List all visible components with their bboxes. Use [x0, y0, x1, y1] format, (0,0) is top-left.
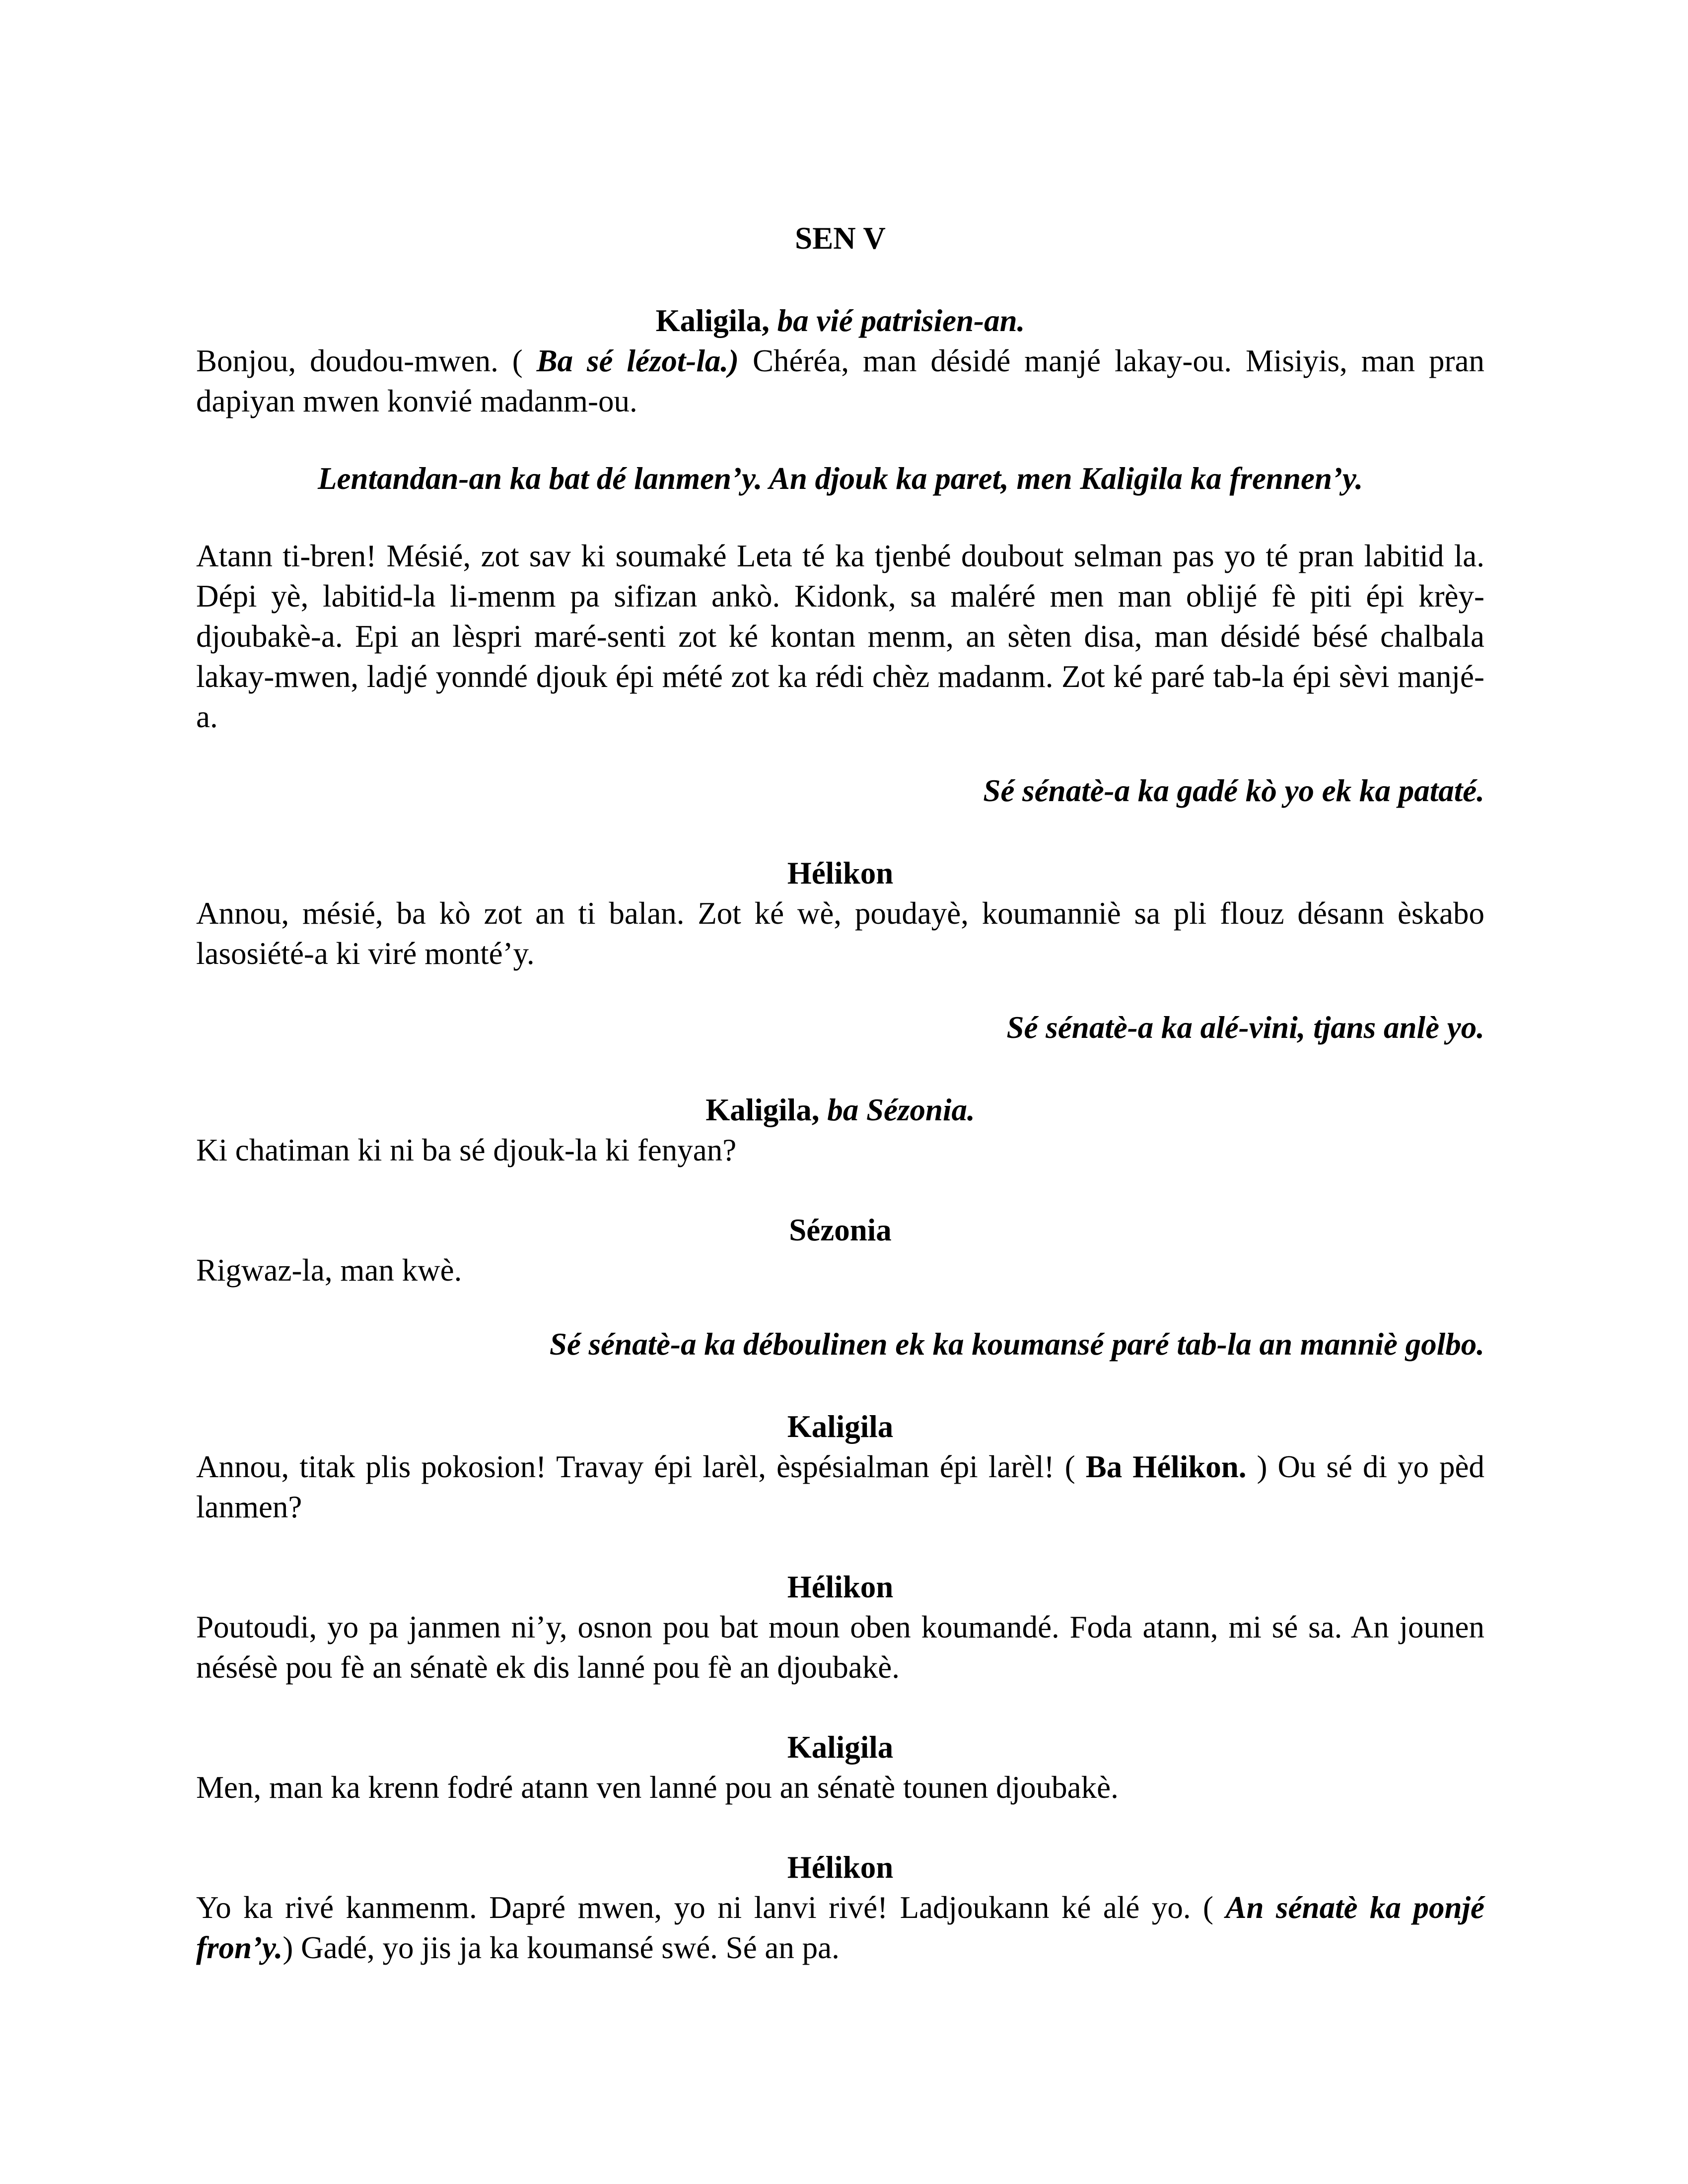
speaker-name: Hélikon: [787, 856, 894, 890]
stage-direction: Sé sénatè-a ka déboulinen ek ka koumansé paré tab-la an manniè golbo.: [549, 1327, 1484, 1362]
speaker-direction: ba vié patrisien-an.: [777, 303, 1025, 338]
dialogue-paragraph: Ki chatiman ki ni ba sé djouk-la ki fenyan?: [196, 1133, 737, 1167]
speaker-name: Kaligila: [787, 1730, 894, 1765]
stage-direction-block: Lentandan-an ka bat dé lanmen’y. An djouk ka paret, men Kaligila ka frennen’y.: [318, 461, 1363, 496]
inline-stage-direction: Ba sé lézot-la.): [536, 343, 739, 378]
dialogue-text: Yo ka rivé kanmenm. Dapré mwen, yo ni lanvi rivé! Ladjoukann ké alé yo. (: [196, 1890, 1226, 1925]
dialogue-paragraph: [196, 1447, 1484, 1527]
inline-stage-direction: Ba Hélikon.: [1085, 1449, 1247, 1484]
speaker-heading: [196, 301, 1484, 341]
dialogue-text: ) Ou sé di yo pèd lanmen?: [196, 1449, 1484, 1524]
speaker-name: Kaligila,: [655, 303, 770, 338]
speaker-heading: [196, 853, 1484, 893]
speaker-name: Hélikon: [787, 1850, 894, 1885]
speaker-direction: ba Sézonia.: [827, 1092, 975, 1127]
stage-direction: Sé sénatè-a ka gadé kò yo ek ka pataté.: [983, 773, 1484, 808]
script-page: [196, 218, 1484, 1968]
dialogue-paragraph: Annou, mésié, ba kò zot an ti balan. Zot ké wè, poudayè, koumanniè sa pli flouz désann èskabo lasosiété-a ki viré monté’y.: [196, 896, 1484, 971]
dialogue-paragraph: Atann ti-bren! Mésié, zot sav ki soumaké Leta té ka tjenbé doubout selman pas yo té pran labitid la. Dépi yè, labitid-la li-menm pa sifizan ankò. Kidonk, sa maléré men man oblijé fè piti épi krèy-djoubakè-a. Epi an lèspri maré-senti zot ké kontan menm, an sèten disa, man désidé bésé chalbala lakay-mwen, ladjé yonndé djouk épi mété zot ka rédi chèz madanm. Zot ké paré tab-la épi sèvi manjé-a.: [196, 539, 1484, 734]
speaker-heading: [196, 1210, 1484, 1250]
dialogue-text: Annou, titak plis pokosion! Travay épi larèl, èspésialman épi larèl! (: [196, 1449, 1086, 1484]
stage-direction: Sé sénatè-a ka alé-vini, tjans anlè yo.: [1006, 1010, 1484, 1045]
dialogue-text: ) Gadé, yo jis ja ka koumansé swé. Sé an pa.: [282, 1930, 840, 1965]
speaker-name: Kaligila,: [705, 1092, 820, 1127]
dialogue-paragraph: Rigwaz-la, man kwè.: [196, 1253, 462, 1288]
spacer: [196, 1170, 1484, 1210]
spacer: [196, 1688, 1484, 1727]
speaker-name: Hélikon: [787, 1570, 894, 1604]
inline-stage-direction: An sénatè ka ponjé fron’y.: [196, 1890, 1484, 1965]
spacer: [196, 1808, 1484, 1847]
speaker-name: Kaligila: [787, 1409, 894, 1444]
scene-title: SEN V: [795, 221, 886, 256]
dialogue-text: Chéréa, man désidé manjé lakay-ou. Misiyis, man pran dapiyan mwen konvié madanm-ou.: [196, 343, 1485, 418]
speaker-heading: [196, 1847, 1484, 1888]
speaker-heading: [196, 1090, 1484, 1130]
dialogue-text: Bonjou, doudou-mwen. (: [196, 343, 537, 378]
spacer: [196, 1527, 1484, 1567]
speaker-heading: [196, 1567, 1484, 1607]
speaker-heading: [196, 1407, 1484, 1447]
dialogue-paragraph: Poutoudi, yo pa janmen ni’y, osnon pou bat moun oben koumandé. Foda atann, mi sé sa. An jounen nésésè pou fè an sénatè ek dis lanné pou fè an djoubakè.: [196, 1610, 1484, 1685]
dialogue-paragraph: Men, man ka krenn fodré atann ven lanné pou an sénatè tounen djoubakè.: [196, 1770, 1119, 1805]
dialogue-paragraph: [196, 1888, 1484, 1968]
dialogue-paragraph: [196, 341, 1484, 421]
speaker-name: Sézonia: [789, 1213, 892, 1247]
speaker-heading: [196, 1727, 1484, 1768]
